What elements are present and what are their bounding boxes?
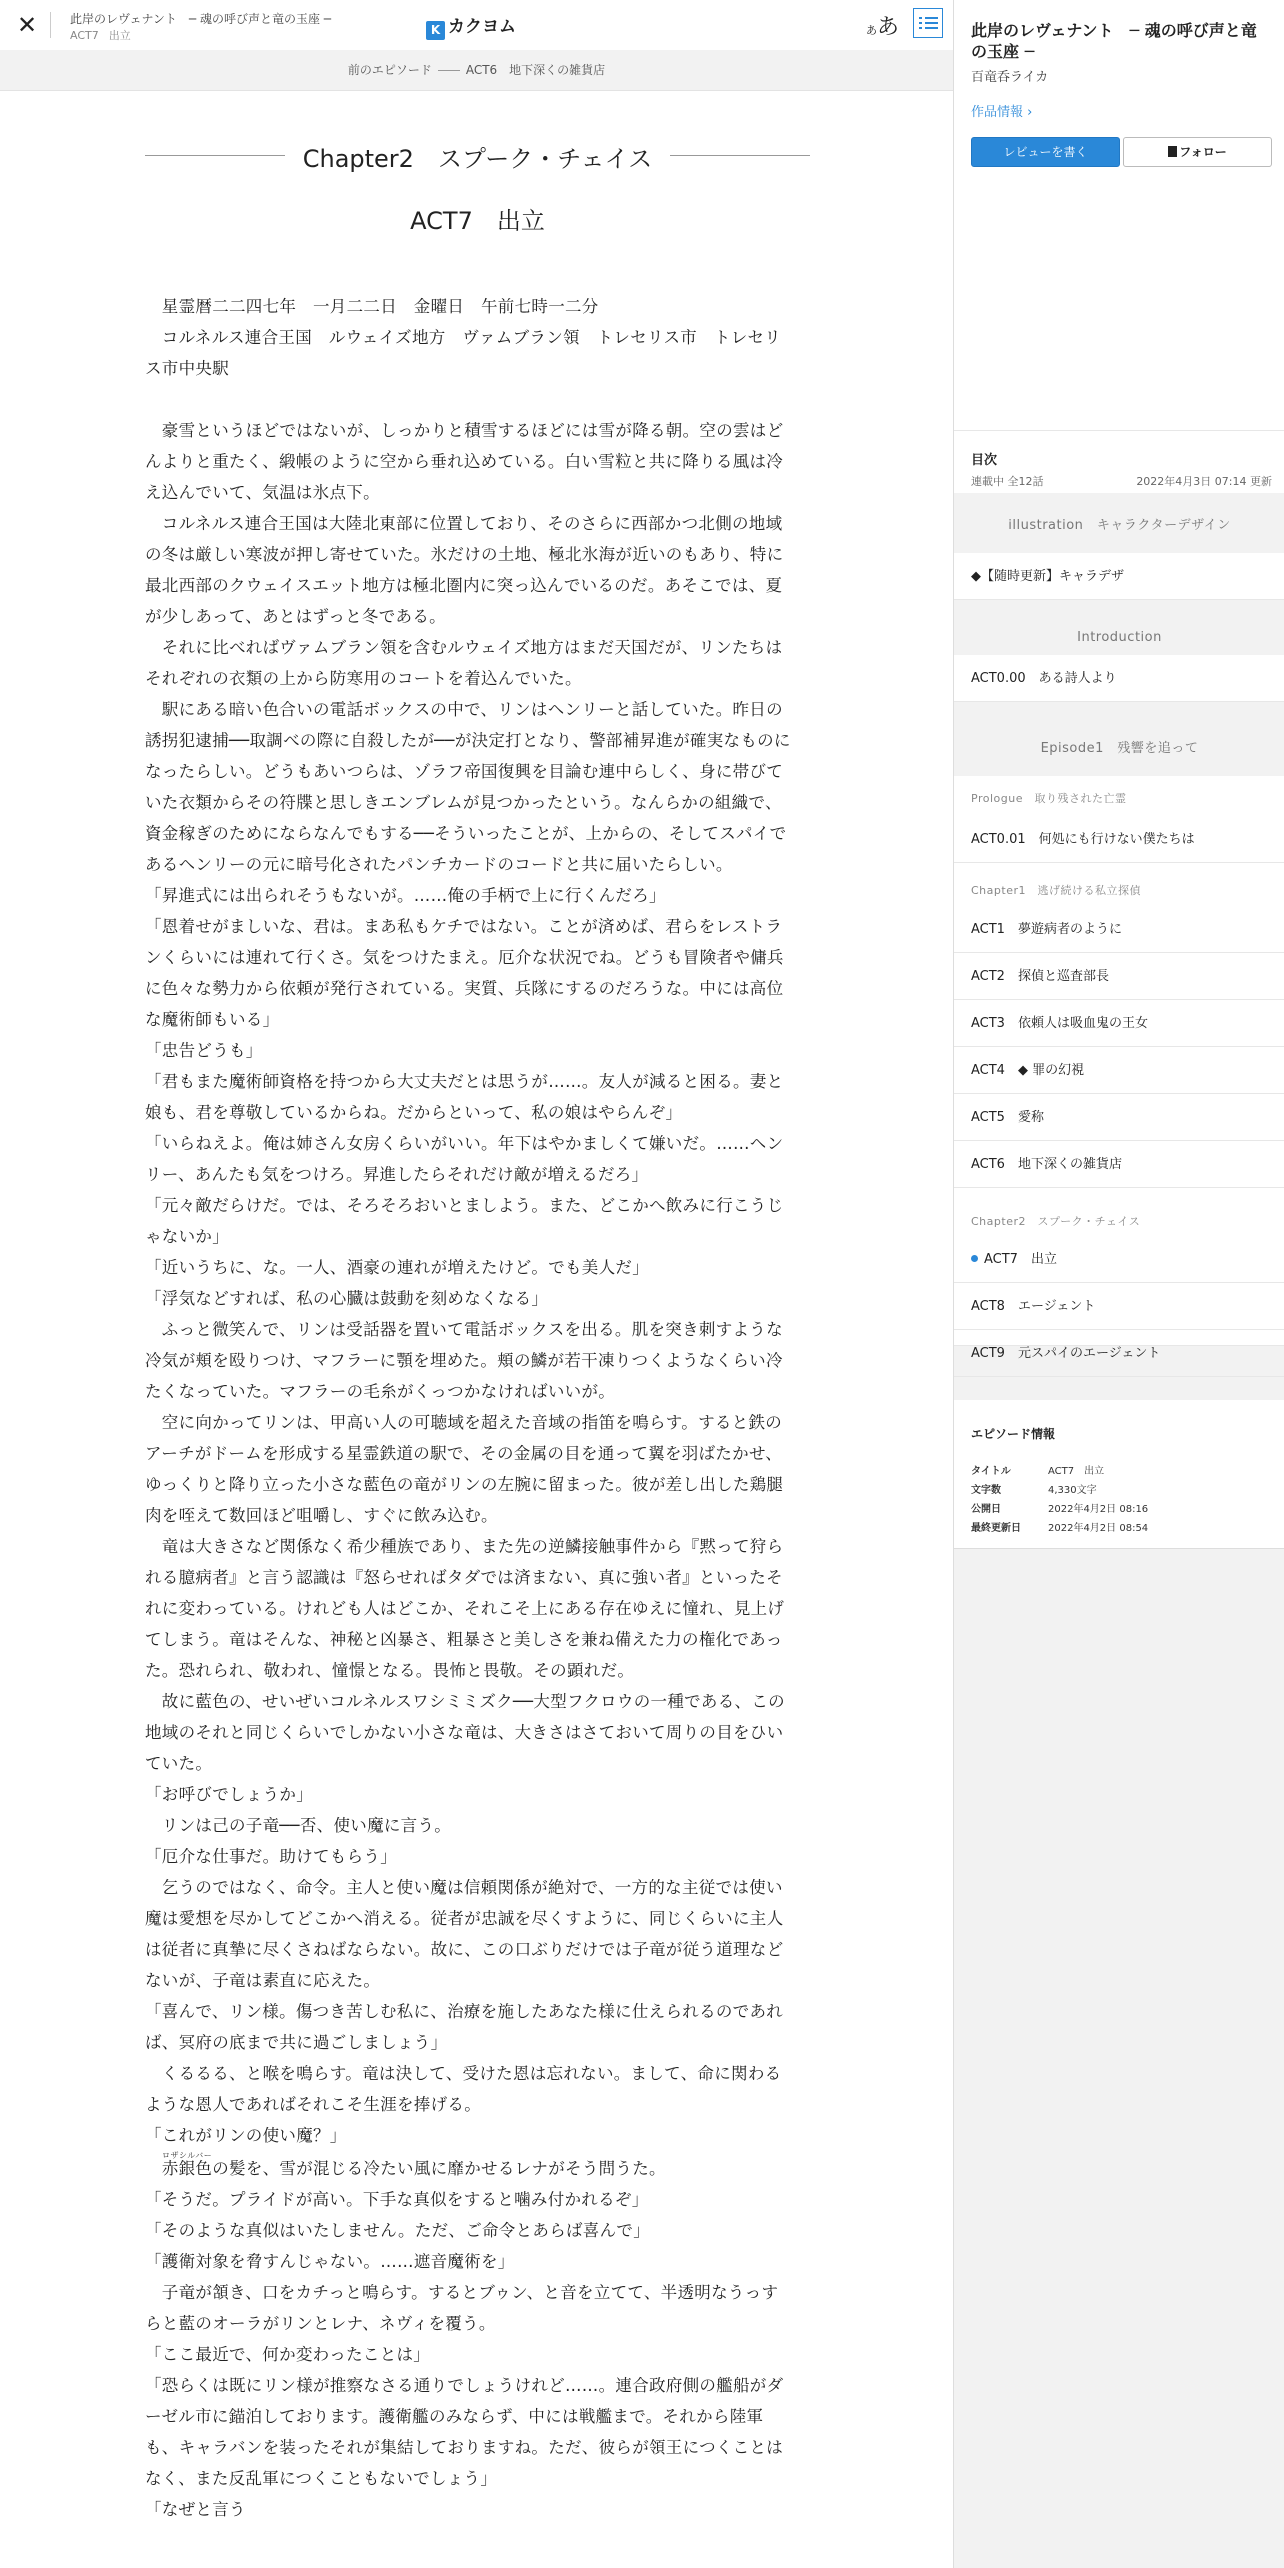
toc-subsection-label: Chapter2 スプーク・チェイス: [971, 1215, 1141, 1228]
body-paragraphs-a: [145, 291, 795, 2151]
toc-chapter-list: [954, 776, 1284, 1361]
toc-episode-item[interactable]: ACT8 エージェント: [954, 1283, 1284, 1330]
toc-section-title: Episode1 残響を追って: [954, 722, 1284, 776]
body-paragraph: くるるる、と喉を鳴らす。竜は決して、受けた恩は忘れない。まして、命に関わるような恩人であればそれこそ生涯を捧げる。: [145, 2064, 782, 2114]
work-info-link[interactable]: 作品情報 ›: [971, 105, 1033, 120]
prev-episode-title[interactable]: ACT6 地下深くの雑貨店: [465, 63, 606, 77]
chapter-title-text: Chapter2 スプーク・チェイス: [302, 145, 653, 173]
header-work-title[interactable]: 此岸のレヴェナント ─ 魂の呼び声と竜の玉座 ─: [70, 12, 331, 26]
episode-info-row: 公開日 2022年4月2日 08:16: [971, 1504, 1149, 1515]
episode-info-row: タイトル ACT7 出立: [971, 1466, 1105, 1477]
body-paragraph: 「お呼びでしょうか」: [145, 1785, 313, 1804]
body-paragraph: それに比べればヴァムブラン領を含むルウェイズ地方はまだ天国だが、リンたちはそれぞれの衣類の上から防寒用のコートを着込んでいた。: [145, 638, 783, 688]
body-paragraph: 「喜んで、リン様。傷つき苦しむ私に、治療を施したあなた様に仕えられるのであれば、冥府の底まで共に過ごしましょう」: [145, 2002, 784, 2052]
toc-episode-item[interactable]: ACT0.01 何処にも行けない僕たちは: [971, 832, 1195, 847]
prev-episode-label[interactable]: 前のエピソード: [347, 63, 432, 77]
toc-episode-item[interactable]: ACT1 夢遊病者のように: [954, 906, 1284, 953]
close-icon[interactable]: ✕: [16, 11, 38, 39]
font-size-small-glyph: あ: [866, 24, 877, 37]
body-paragraph: 故に藍色の、せいぜいコルネルスワシミミズク──大型フクロウの一種である、この地域のそれと同じくらいでしかない小さな竜は、大きさはさておいて周りの目をひいていた。: [145, 1692, 785, 1773]
toc-episode-item[interactable]: ACT0.00 ある詩人より: [954, 655, 1284, 702]
body-paragraph: 「そのような真似はいたしません。ただ、ご命令とあらば喜んで」: [145, 2221, 650, 2240]
episode-info-panel: [954, 1400, 1284, 1549]
logo-mark-icon: K: [426, 21, 445, 40]
toc-episode-item[interactable]: ACT7 出立: [954, 1236, 1284, 1283]
follow-button[interactable]: フォロー: [1123, 137, 1272, 167]
body-paragraph: コルネルス連合王国は大陸北東部に位置しており、そのさらに西部かつ北側の地域の冬は厳しい寒波が押し寄せていた。氷だけの土地、極北氷海が近いのもあり、特に最北西部のクウェイスエット地方は極北圏内に突っ込んでいるのだ。あそこでは、夏が少しあって、あとはずっと冬である。: [145, 514, 784, 626]
toc-status: 連載中 全12話: [971, 475, 1044, 488]
toc-section-title: illustration キャラクターデザイン: [954, 499, 1284, 553]
toc-episode-item[interactable]: ACT2 探偵と巡査部長: [954, 953, 1284, 1000]
toc-episode-item[interactable]: ACT5 愛称: [954, 1094, 1284, 1141]
body-paragraph: 竜は大きさなど関係なく希少種族であり、また先の逆鱗接触事件から『黙って狩られる臆病者』と言う認識は『怒らせればタダでは済まない、真に強い者』といったそれに変わっている。けれども人はどこか、それこそ上にある存在ゆえに憧れ、見上げてしまう。竜はそんな、神秘と凶暴さ、粗暴さと美しさを兼ね備えた力の権化であった。恐れられ、敬われ、憧憬となる。畏怖と畏敬。その顕れだ。: [145, 1537, 785, 1680]
title-rule-left: [145, 155, 285, 156]
body-paragraph: コルネルス連合王国 ルウェイズ地方 ヴァムブラン領 トレセリス市 トレセリス市中央駅: [145, 328, 782, 378]
body-paragraph: 乞うのではなく、命令。主人と使い魔は信頼関係が絶対で、一方的な主従では使い魔は愛想を尽かしてどこかへ消える。従者が忠誠を尽くすように、同じくらいに主人は従者に真摯に尽くさねばならない。故に、この口ぶりだけでは子竜が従う道理などないが、子竜は素直に応えた。: [145, 1878, 784, 1990]
body-paragraph: 「これがリンの使い魔？」: [145, 2126, 347, 2145]
body-paragraph: 子竜が頷き、口をカチっと鳴らす。するとブゥン、と音を立てて、半透明なうっすらと藍のオーラがリンとレナ、ネヴィを覆う。: [145, 2283, 779, 2333]
body-paragraph: 駅にある暗い色合いの電話ボックスの中で、リンはヘンリーと話していた。昨日の誘拐犯逮捕──取調べの際に自殺したが──が決定打となり、警部補昇進が確実なものになったらしい。どうもあいつらは、ゾラフ帝国復興を目論む連中らしく、身に帯びていた衣類からその符牒と思しきエンブレムが見つかったという。なんらかの組織で、資金稼ぎのためにならなんでもする──そういったことが、上からの、そしてスパイであるヘンリーの元に暗号化されたパンチカードのコードと共に届いたらしい。: [145, 700, 791, 874]
toc-title: 目次: [971, 453, 998, 468]
ruby-word: 赤銀色ロザシルバー: [161, 2151, 213, 2178]
body-paragraph: 「なぜと言う: [145, 2500, 246, 2519]
toc-subsection-label: Prologue 取り残された亡霊: [971, 792, 1127, 805]
toc-episode-item[interactable]: ACT3 依頼人は吸血鬼の王女: [954, 1000, 1284, 1047]
header-episode-title: 出立: [108, 29, 131, 42]
reader-pane: [0, 91, 953, 2568]
episode-info-row: 最終更新日 2022年4月2日 08:54: [971, 1523, 1149, 1534]
body-paragraph: 星霊暦二二四七年 一月二二日 金曜日 午前七時一二分: [145, 297, 599, 316]
body-paragraph: 「君もまた魔術師資格を持つから大丈夫だとは思うが……。友人が減ると困る。妻と娘も、君を尊敬しているからね。だからといって、私の娘はやらんぞ」: [145, 1072, 784, 1122]
font-settings-button[interactable]: [866, 10, 899, 41]
body-paragraph: 「元々敵だらけだ。では、そろそろおいとましよう。また、どこかへ飲みに行こうじゃないか」: [145, 1196, 784, 1246]
sidebar: [953, 0, 1284, 2568]
chapter-title: [145, 139, 810, 174]
episode-nav-bar: [0, 50, 953, 91]
current-episode-dot-icon: [971, 1255, 978, 1262]
sidebar-work-title[interactable]: 此岸のレヴェナント ─ 魂の呼び声と竜の玉座 ─: [971, 21, 1257, 61]
toc-episode-item[interactable]: ACT9 元スパイのエージェント: [954, 1330, 1284, 1377]
toc-header: [954, 430, 1284, 493]
body-paragraph: 「浮気などすれば、私の心臓は鼓動を刻めなくなる」: [145, 1289, 549, 1308]
body-paragraph: [145, 384, 795, 415]
chevron-right-icon: ›: [1027, 105, 1033, 120]
work-summary: [954, 0, 1284, 430]
header-divider: [50, 12, 51, 38]
header-episode: [70, 27, 141, 43]
body-paragraph: 「いらねえよ。俺は姉さん女房くらいがいい。年下はやかましくて嫌いだ。……ヘンリー、あんたも気をつけろ。昇進したらそれだけ敵が増えるだろ」: [145, 1134, 784, 1184]
body-paragraph: 空に向かってリンは、甲高い人の可聴域を超えた音域の指笛を鳴らす。すると鉄のアーチがドームを形成する星霊鉄道の駅で、その金属の目を通って翼を羽ばたかせ、ゆっくりと降り立った小さな藍色の竜がリンの左腕に留まった。彼が差し出した鶏腿肉を咥えて数回ほど咀嚼し、すぐに飲み込む。: [145, 1413, 784, 1525]
bookmark-plus-icon: [1168, 146, 1177, 157]
toc-section-title: Introduction: [954, 610, 1284, 666]
toc-episode-item[interactable]: ACT6 地下深くの雑貨店: [954, 1141, 1284, 1188]
nav-separator: [438, 70, 460, 71]
sidebar-author[interactable]: 百竜呑ライカ: [971, 70, 1049, 85]
episode-title: ACT7 出立: [410, 207, 545, 235]
body-paragraph: 豪雪というほどではないが、しっかりと積雪するほどには雪が降る朝。空の雲はどんよりと重たく、緞帳のように空から垂れ込めている。白い雪粒と共に降りる風は冷え込んでいて、気温は氷点下。: [145, 421, 784, 502]
body-paragraph: リンは己の子竜──否、使い魔に言う。: [145, 1816, 452, 1835]
episode-body: [145, 291, 795, 2525]
body-paragraph: 「近いうちに、な。一人、酒豪の連れが増えたけど。でも美人だ」: [145, 1258, 649, 1277]
toc-episode-item[interactable]: ACT4 ◆ 罪の幻視: [954, 1047, 1284, 1094]
toc-subsection-label: Chapter1 逃げ続ける私立探偵: [971, 884, 1141, 897]
episode-info-rows: [971, 1462, 1148, 1538]
toc-episode-item[interactable]: ◆【随時更新】キャラデザ: [954, 553, 1284, 600]
toc-updated: 2022年4月3日 07:14 更新: [1136, 475, 1272, 488]
kakuyomu-logo[interactable]: [426, 12, 516, 40]
top-bar: [0, 0, 953, 51]
body-paragraphs-b: [145, 2184, 795, 2525]
body-paragraph: 「昇進式には出られそうもないが。……俺の手柄で上に行くんだろ」: [145, 886, 666, 905]
body-paragraph: 「厄介な仕事だ。助けてもらう」: [145, 1847, 397, 1866]
body-paragraph: ふっと微笑んで、リンは受話器を置いて電話ボックスを出る。肌を突き刺すような冷気が頬を殴りつけ、マフラーに顎を埋めた。頬の鱗が若干凍りつくようなくらい冷たくなっていた。マフラーの毛糸がくっつかなければいいが。: [145, 1320, 783, 1401]
logo-text: カクヨム: [448, 17, 516, 37]
body-paragraph-ruby: 赤銀色ロザシルバーの髪を、雪が混じる冷たい風に靡かせるレナがそう問うた。: [161, 2151, 666, 2178]
body-paragraph: 「護衛対象を脅すんじゃない。……遮音魔術を」: [145, 2252, 515, 2271]
font-size-large-glyph: あ: [877, 15, 900, 40]
body-paragraph: 「ここ最近で、何か変わったことは」: [145, 2345, 431, 2364]
toc-list-icon[interactable]: [913, 8, 943, 38]
header-episode-number: ACT7: [70, 29, 99, 42]
body-paragraph: 「恐らくは既にリン様が推察なさる通りでしょうけれど……。連合政府側の艦船がダーゼル市に錨泊しております。護衛艦のみならず、中には戦艦まで。それから陸軍も、キャラバンを装ったそれが集結しておりますね。ただ、彼らが領王につくことはなく、また反乱軍につくこともないでしょう」: [145, 2376, 784, 2488]
body-paragraph: 「そうだ。プライドが高い。下手な真似をすると噛み付かれるぞ」: [145, 2190, 649, 2209]
body-paragraph: 「忠告どうも」: [145, 1041, 263, 1060]
body-paragraph: 「恩着せがましいな、君は。まあ私もケチではない。ことが済めば、君らをレストランくらいには連れて行くさ。気をつけたまえ。厄介な状況でね。どうも冒険者や傭兵に色々な勢力から依頼が発行されている。実質、兵隊にするのだろうな。中には高位な魔術師もいる」: [145, 917, 784, 1029]
episode-info-row: 文字数 4,330文字: [971, 1485, 1097, 1496]
write-review-button[interactable]: レビューを書く: [971, 137, 1120, 167]
episode-info-title: エピソード情報: [971, 1427, 1056, 1441]
title-rule-right: [670, 155, 810, 156]
